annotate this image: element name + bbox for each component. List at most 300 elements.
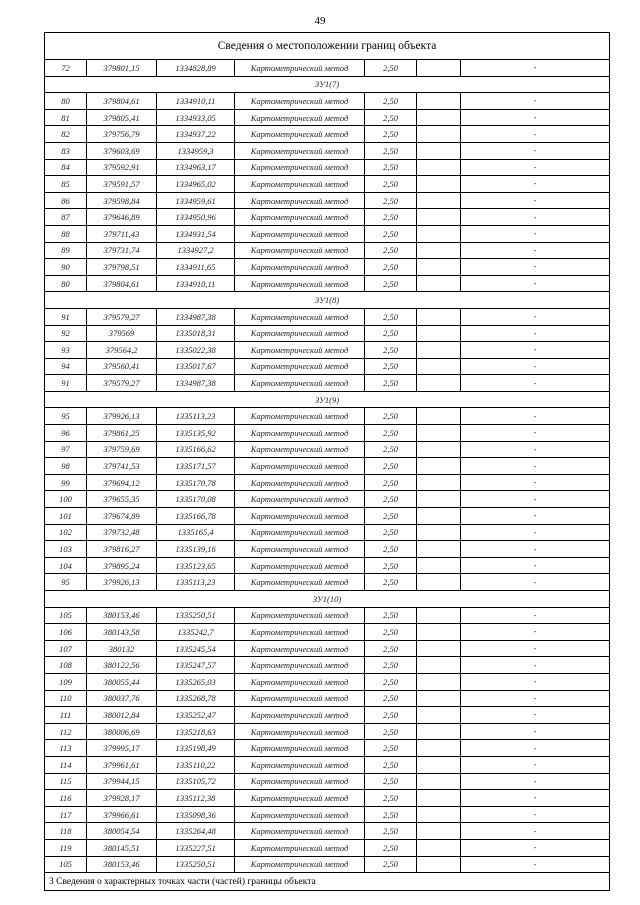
table-row: [45, 458, 610, 475]
precision-cell: 2,50: [365, 839, 417, 856]
note-cell: -: [461, 60, 610, 77]
y-coordinate-cell: 1335166,62: [157, 441, 235, 458]
precision-cell: 2,50: [365, 425, 417, 442]
y-coordinate-cell: 1335218,63: [157, 723, 235, 740]
empty-cell: [417, 690, 461, 707]
y-coordinate-cell: 1335264,48: [157, 823, 235, 840]
precision-cell: 2,50: [365, 458, 417, 475]
table-row: [45, 126, 610, 143]
method-cell: Картометрический метод: [235, 209, 365, 226]
x-coordinate-cell: 379804,61: [87, 93, 157, 110]
table-row: [45, 723, 610, 740]
table-row: [45, 60, 610, 77]
table-row: [45, 93, 610, 110]
point-number-cell: 97: [45, 441, 87, 458]
method-cell: Картометрический метод: [235, 541, 365, 558]
boundary-table-sheet: [44, 32, 609, 891]
precision-cell: 2,50: [365, 474, 417, 491]
empty-cell: [417, 574, 461, 591]
note-cell: -: [461, 225, 610, 242]
x-coordinate-cell: 379928,17: [87, 790, 157, 807]
precision-cell: 2,50: [365, 142, 417, 159]
point-number-cell: 119: [45, 839, 87, 856]
x-coordinate-cell: 379560,41: [87, 358, 157, 375]
empty-cell: [417, 756, 461, 773]
point-number-cell: 88: [45, 225, 87, 242]
method-cell: Картометрический метод: [235, 491, 365, 508]
table-row: [45, 856, 610, 873]
point-number-cell: 91: [45, 375, 87, 392]
precision-cell: 2,50: [365, 259, 417, 276]
method-cell: Картометрический метод: [235, 624, 365, 641]
x-coordinate-cell: 379592,91: [87, 159, 157, 176]
x-coordinate-cell: 379579,27: [87, 308, 157, 325]
method-cell: Картометрический метод: [235, 657, 365, 674]
empty-cell: [417, 541, 461, 558]
x-coordinate-cell: 379801,15: [87, 60, 157, 77]
table-row: [45, 275, 610, 292]
method-cell: Картометрический метод: [235, 756, 365, 773]
point-number-cell: 94: [45, 358, 87, 375]
empty-cell: [417, 557, 461, 574]
x-coordinate-cell: 379926,13: [87, 574, 157, 591]
y-coordinate-cell: 1335171,57: [157, 458, 235, 475]
x-coordinate-cell: 379603,69: [87, 142, 157, 159]
note-cell: -: [461, 574, 610, 591]
precision-cell: 2,50: [365, 557, 417, 574]
method-cell: Картометрический метод: [235, 640, 365, 657]
method-cell: Картометрический метод: [235, 441, 365, 458]
note-cell: -: [461, 93, 610, 110]
table-row: [45, 823, 610, 840]
method-cell: Картометрический метод: [235, 142, 365, 159]
group-header-row: [45, 391, 610, 408]
point-number-cell: 105: [45, 856, 87, 873]
precision-cell: 2,50: [365, 342, 417, 359]
table-row: [45, 574, 610, 591]
empty-cell: [417, 325, 461, 342]
x-coordinate-cell: 379926,13: [87, 408, 157, 425]
precision-cell: 2,50: [365, 159, 417, 176]
empty-cell: [417, 126, 461, 143]
point-number-cell: 110: [45, 690, 87, 707]
note-cell: -: [461, 707, 610, 724]
empty-cell: [417, 823, 461, 840]
note-cell: -: [461, 673, 610, 690]
note-cell: -: [461, 458, 610, 475]
precision-cell: 2,50: [365, 441, 417, 458]
note-cell: -: [461, 640, 610, 657]
point-number-cell: 84: [45, 159, 87, 176]
page-number: 49: [314, 15, 326, 27]
y-coordinate-cell: 1334828,89: [157, 60, 235, 77]
precision-cell: 2,50: [365, 723, 417, 740]
note-cell: -: [461, 109, 610, 126]
x-coordinate-cell: 379861,25: [87, 425, 157, 442]
y-coordinate-cell: 1335245,54: [157, 640, 235, 657]
empty-cell: [417, 790, 461, 807]
method-cell: Картометрический метод: [235, 176, 365, 193]
precision-cell: 2,50: [365, 640, 417, 657]
method-cell: Картометрический метод: [235, 192, 365, 209]
empty-cell: [417, 259, 461, 276]
method-cell: Картометрический метод: [235, 790, 365, 807]
note-cell: -: [461, 242, 610, 259]
y-coordinate-cell: 1334933,05: [157, 109, 235, 126]
y-coordinate-cell: 1334965,02: [157, 176, 235, 193]
point-number-cell: 91: [45, 308, 87, 325]
empty-cell: [417, 806, 461, 823]
point-number-cell: 95: [45, 408, 87, 425]
precision-cell: 2,50: [365, 524, 417, 541]
empty-cell: [417, 508, 461, 525]
point-number-cell: 102: [45, 524, 87, 541]
method-cell: Картометрический метод: [235, 806, 365, 823]
empty-cell: [417, 375, 461, 392]
table-row: [45, 673, 610, 690]
empty-cell: [417, 673, 461, 690]
method-cell: Картометрический метод: [235, 524, 365, 541]
table-row: [45, 557, 610, 574]
table-row: [45, 806, 610, 823]
empty-cell: [417, 856, 461, 873]
group-label: ЗУ1(7): [45, 76, 610, 93]
method-cell: Картометрический метод: [235, 474, 365, 491]
empty-cell: [417, 408, 461, 425]
method-cell: Картометрический метод: [235, 773, 365, 790]
method-cell: Картометрический метод: [235, 358, 365, 375]
table-row: [45, 607, 610, 624]
y-coordinate-cell: 1335165,4: [157, 524, 235, 541]
point-number-cell: 83: [45, 142, 87, 159]
empty-cell: [417, 773, 461, 790]
table-row: [45, 358, 610, 375]
section-footer-row: [45, 873, 610, 891]
y-coordinate-cell: 1334987,38: [157, 308, 235, 325]
table-row: [45, 790, 610, 807]
empty-cell: [417, 441, 461, 458]
method-cell: Картометрический метод: [235, 574, 365, 591]
empty-cell: [417, 159, 461, 176]
point-number-cell: 85: [45, 176, 87, 193]
x-coordinate-cell: 379579,27: [87, 375, 157, 392]
method-cell: Картометрический метод: [235, 225, 365, 242]
point-number-cell: 104: [45, 557, 87, 574]
table-row: [45, 159, 610, 176]
x-coordinate-cell: 379895,24: [87, 557, 157, 574]
y-coordinate-cell: 1334927,2: [157, 242, 235, 259]
y-coordinate-cell: 1335198,49: [157, 740, 235, 757]
x-coordinate-cell: 380006,69: [87, 723, 157, 740]
method-cell: Картометрический метод: [235, 723, 365, 740]
method-cell: Картометрический метод: [235, 740, 365, 757]
note-cell: -: [461, 524, 610, 541]
empty-cell: [417, 176, 461, 193]
point-number-cell: 80: [45, 275, 87, 292]
note-cell: -: [461, 557, 610, 574]
empty-cell: [417, 740, 461, 757]
note-cell: -: [461, 723, 610, 740]
table-row: [45, 408, 610, 425]
x-coordinate-cell: 380145,51: [87, 839, 157, 856]
x-coordinate-cell: 379756,79: [87, 126, 157, 143]
y-coordinate-cell: 1334950,96: [157, 209, 235, 226]
x-coordinate-cell: 379944,15: [87, 773, 157, 790]
point-number-cell: 98: [45, 458, 87, 475]
point-number-cell: 87: [45, 209, 87, 226]
note-cell: -: [461, 607, 610, 624]
point-number-cell: 108: [45, 657, 87, 674]
empty-cell: [417, 425, 461, 442]
note-cell: -: [461, 690, 610, 707]
method-cell: Картометрический метод: [235, 839, 365, 856]
empty-cell: [417, 308, 461, 325]
point-number-cell: 116: [45, 790, 87, 807]
table-row: [45, 142, 610, 159]
x-coordinate-cell: 380037,76: [87, 690, 157, 707]
point-number-cell: 107: [45, 640, 87, 657]
method-cell: Картометрический метод: [235, 707, 365, 724]
x-coordinate-cell: 379966,61: [87, 806, 157, 823]
point-number-cell: 100: [45, 491, 87, 508]
y-coordinate-cell: 1335265,03: [157, 673, 235, 690]
point-number-cell: 111: [45, 707, 87, 724]
method-cell: Картометрический метод: [235, 508, 365, 525]
note-cell: -: [461, 773, 610, 790]
y-coordinate-cell: 1335170,08: [157, 491, 235, 508]
note-cell: -: [461, 624, 610, 641]
x-coordinate-cell: 379798,51: [87, 259, 157, 276]
empty-cell: [417, 524, 461, 541]
note-cell: -: [461, 474, 610, 491]
point-number-cell: 93: [45, 342, 87, 359]
x-coordinate-cell: 379741,53: [87, 458, 157, 475]
point-number-cell: 82: [45, 126, 87, 143]
boundary-table: [44, 32, 610, 891]
method-cell: Картометрический метод: [235, 856, 365, 873]
section-footer: 3 Сведения о характерных точках части (частей) границы объекта: [45, 873, 610, 891]
point-number-cell: 118: [45, 823, 87, 840]
y-coordinate-cell: 1334963,17: [157, 159, 235, 176]
empty-cell: [417, 275, 461, 292]
table-row: [45, 474, 610, 491]
note-cell: -: [461, 541, 610, 558]
x-coordinate-cell: 380055,44: [87, 673, 157, 690]
empty-cell: [417, 109, 461, 126]
precision-cell: 2,50: [365, 773, 417, 790]
note-cell: -: [461, 159, 610, 176]
method-cell: Картометрический метод: [235, 557, 365, 574]
point-number-cell: 114: [45, 756, 87, 773]
precision-cell: 2,50: [365, 806, 417, 823]
note-cell: -: [461, 823, 610, 840]
note-cell: -: [461, 259, 610, 276]
note-cell: -: [461, 790, 610, 807]
precision-cell: 2,50: [365, 707, 417, 724]
precision-cell: 2,50: [365, 541, 417, 558]
y-coordinate-cell: 1335139,16: [157, 541, 235, 558]
precision-cell: 2,50: [365, 308, 417, 325]
table-row: [45, 657, 610, 674]
point-number-cell: 109: [45, 673, 87, 690]
x-coordinate-cell: 379804,61: [87, 275, 157, 292]
method-cell: Картометрический метод: [235, 425, 365, 442]
y-coordinate-cell: 1334910,11: [157, 275, 235, 292]
y-coordinate-cell: 1335022,38: [157, 342, 235, 359]
x-coordinate-cell: 379732,48: [87, 524, 157, 541]
y-coordinate-cell: 1334931,54: [157, 225, 235, 242]
precision-cell: 2,50: [365, 209, 417, 226]
empty-cell: [417, 640, 461, 657]
table-row: [45, 325, 610, 342]
x-coordinate-cell: 379569: [87, 325, 157, 342]
note-cell: -: [461, 308, 610, 325]
precision-cell: 2,50: [365, 823, 417, 840]
table-title-row: [45, 33, 610, 60]
note-cell: -: [461, 176, 610, 193]
table-row: [45, 773, 610, 790]
precision-cell: 2,50: [365, 176, 417, 193]
note-cell: -: [461, 358, 610, 375]
table-row: [45, 259, 610, 276]
x-coordinate-cell: 379995,17: [87, 740, 157, 757]
method-cell: Картометрический метод: [235, 325, 365, 342]
x-coordinate-cell: 380054,54: [87, 823, 157, 840]
x-coordinate-cell: 380012,84: [87, 707, 157, 724]
empty-cell: [417, 142, 461, 159]
method-cell: Картометрический метод: [235, 60, 365, 77]
method-cell: Картометрический метод: [235, 375, 365, 392]
x-coordinate-cell: 379646,89: [87, 209, 157, 226]
y-coordinate-cell: 1335135,92: [157, 425, 235, 442]
precision-cell: 2,50: [365, 60, 417, 77]
table-row: [45, 242, 610, 259]
table-row: [45, 839, 610, 856]
table-row: [45, 176, 610, 193]
x-coordinate-cell: 379731,74: [87, 242, 157, 259]
table-row: [45, 441, 610, 458]
note-cell: -: [461, 806, 610, 823]
y-coordinate-cell: 1334911,65: [157, 259, 235, 276]
point-number-cell: 81: [45, 109, 87, 126]
precision-cell: 2,50: [365, 375, 417, 392]
x-coordinate-cell: 379694,12: [87, 474, 157, 491]
empty-cell: [417, 209, 461, 226]
point-number-cell: 113: [45, 740, 87, 757]
x-coordinate-cell: 379591,57: [87, 176, 157, 193]
y-coordinate-cell: 1335112,38: [157, 790, 235, 807]
table-row: [45, 308, 610, 325]
y-coordinate-cell: 1334937,22: [157, 126, 235, 143]
empty-cell: [417, 93, 461, 110]
y-coordinate-cell: 1335166,78: [157, 508, 235, 525]
point-number-cell: 96: [45, 425, 87, 442]
table-row: [45, 225, 610, 242]
method-cell: Картометрический метод: [235, 308, 365, 325]
point-number-cell: 80: [45, 93, 87, 110]
method-cell: Картометрический метод: [235, 823, 365, 840]
table-row: [45, 690, 610, 707]
table-row: [45, 541, 610, 558]
empty-cell: [417, 839, 461, 856]
point-number-cell: 117: [45, 806, 87, 823]
precision-cell: 2,50: [365, 607, 417, 624]
x-coordinate-cell: 380153,46: [87, 607, 157, 624]
note-cell: -: [461, 657, 610, 674]
point-number-cell: 99: [45, 474, 87, 491]
note-cell: -: [461, 342, 610, 359]
precision-cell: 2,50: [365, 225, 417, 242]
empty-cell: [417, 60, 461, 77]
table-row: [45, 740, 610, 757]
precision-cell: 2,50: [365, 358, 417, 375]
empty-cell: [417, 358, 461, 375]
method-cell: Картометрический метод: [235, 109, 365, 126]
note-cell: -: [461, 441, 610, 458]
table-row: [45, 342, 610, 359]
x-coordinate-cell: 380153,46: [87, 856, 157, 873]
x-coordinate-cell: 379655,35: [87, 491, 157, 508]
method-cell: Картометрический метод: [235, 242, 365, 259]
empty-cell: [417, 192, 461, 209]
empty-cell: [417, 607, 461, 624]
precision-cell: 2,50: [365, 325, 417, 342]
group-header-row: [45, 292, 610, 309]
point-number-cell: 86: [45, 192, 87, 209]
y-coordinate-cell: 1335105,72: [157, 773, 235, 790]
note-cell: -: [461, 856, 610, 873]
y-coordinate-cell: 1335250,51: [157, 607, 235, 624]
method-cell: Картометрический метод: [235, 342, 365, 359]
empty-cell: [417, 491, 461, 508]
empty-cell: [417, 458, 461, 475]
precision-cell: 2,50: [365, 275, 417, 292]
y-coordinate-cell: 1335268,78: [157, 690, 235, 707]
y-coordinate-cell: 1335247,57: [157, 657, 235, 674]
x-coordinate-cell: 379598,84: [87, 192, 157, 209]
y-coordinate-cell: 1335242,7: [157, 624, 235, 641]
precision-cell: 2,50: [365, 690, 417, 707]
empty-cell: [417, 242, 461, 259]
empty-cell: [417, 474, 461, 491]
y-coordinate-cell: 1335018,31: [157, 325, 235, 342]
precision-cell: 2,50: [365, 93, 417, 110]
x-coordinate-cell: 380132: [87, 640, 157, 657]
x-coordinate-cell: 379674,89: [87, 508, 157, 525]
y-coordinate-cell: 1335113,23: [157, 408, 235, 425]
point-number-cell: 89: [45, 242, 87, 259]
method-cell: Картометрический метод: [235, 93, 365, 110]
precision-cell: 2,50: [365, 242, 417, 259]
table-row: [45, 508, 610, 525]
point-number-cell: 92: [45, 325, 87, 342]
table-row: [45, 524, 610, 541]
method-cell: Картометрический метод: [235, 673, 365, 690]
x-coordinate-cell: 379816,27: [87, 541, 157, 558]
precision-cell: 2,50: [365, 109, 417, 126]
precision-cell: 2,50: [365, 856, 417, 873]
point-number-cell: 72: [45, 60, 87, 77]
note-cell: -: [461, 275, 610, 292]
precision-cell: 2,50: [365, 408, 417, 425]
empty-cell: [417, 707, 461, 724]
note-cell: -: [461, 756, 610, 773]
empty-cell: [417, 657, 461, 674]
note-cell: -: [461, 325, 610, 342]
empty-cell: [417, 342, 461, 359]
x-coordinate-cell: 379961,61: [87, 756, 157, 773]
y-coordinate-cell: 1335098,36: [157, 806, 235, 823]
